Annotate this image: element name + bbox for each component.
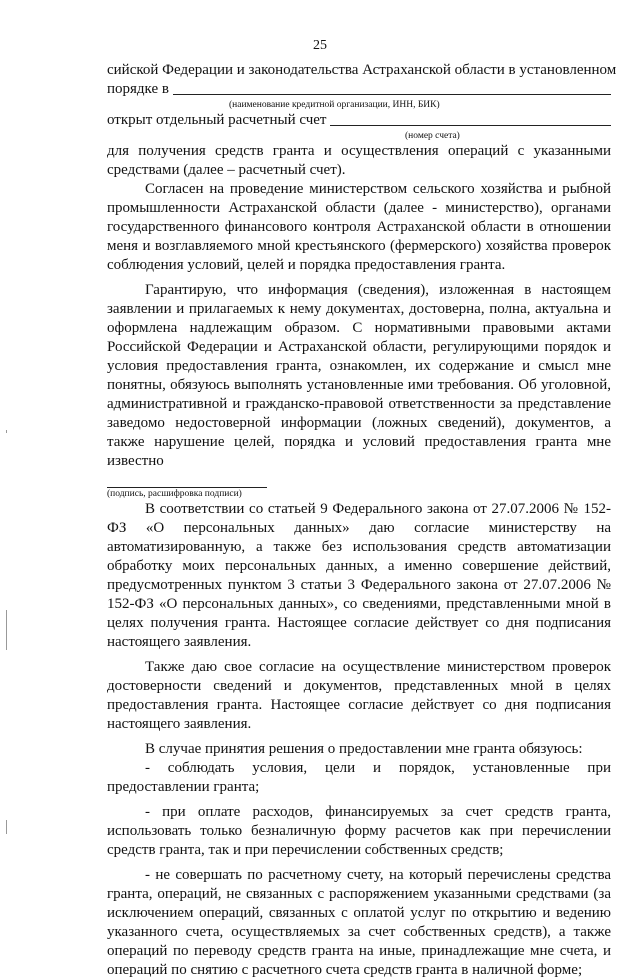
scan-margin-mark: [6, 430, 7, 433]
personal-data-paragraph: В соответствии со статьей 9 Федерального закона от 27.07.2006 № 152-ФЗ «О персональных данных» даю согласие министерству на автоматизированную, а также без использования средств автоматизации обработку моих персональных данных, а именно совершение действий, предусмотренных пунктом 3 статьи 3 Федерального закона от 27.07.2006 № 152-ФЗ «О персональных данных», со сведениями, представленными мной в целях получения гранта. Настоящее согласие действует со дня подписания настоящего заявления.: [107, 501, 611, 650]
account-number-blank[interactable]: [330, 124, 611, 126]
bank-caption: (наименование кредитной организации, ИНН, БИК): [229, 100, 440, 110]
obligation-item: - не совершать по расчетному счету, на который перечислены средства гранта, операций, не связанных с распоряжением указанными средствами (за исключением операций, связанных с оплатой услуг по открытию и ведению указанного счета, осуществляемых за счет собственных средств), а также операций по переводу средств гранта на иные, принадлежащие мне счета, и операций по снятию с расчетного счета средств гранта в наличной форме;: [107, 867, 611, 978]
document-body: [107, 61, 617, 980]
account-line-prefix: открыт отдельный расчетный счет: [107, 112, 327, 128]
scan-margin-mark: [6, 820, 7, 834]
verification-paragraph: Также даю свое согласие на осуществление министерством проверок достоверности сведений и документов, представленных мной в целях предоставления гранта. Настоящее согласие действует со дня подписания настоящего заявления.: [107, 659, 611, 732]
guarantee-paragraph: Гарантирую, что информация (сведения), изложенная в настоящем заявлении и прилагаемых к нему документах, достоверна, полна, актуальна и оформлена надлежащим образом. С нормативными правовыми актами Российской Федерации и Астраханской области, регулирующими порядок и условия предоставления гранта, ознакомлен, их содержание и смысл мне понятны, обязуюсь выполнять установленные ими требования. Об уголовной, административной и гражданско-правовой ответственности за представление заведомо недостоверной информации (ложных сведений), документов, а также нарушение целей, порядка и условий предоставления гранта мне известно: [107, 282, 611, 469]
bank-line: [107, 80, 611, 99]
obligation-item: - при оплате расходов, финансируемых за счет средств гранта, использовать только безналичную форму расчетов как при перечислении средств гранта, так и при перечислении собственных средств;: [107, 804, 611, 858]
intro-text: сийской Федерации и законодательства Астраханской области в установленном: [107, 62, 617, 78]
page-number: 25: [313, 38, 327, 53]
obligation-item: - соблюдать условия, цели и порядок, установленные при предоставлении гранта;: [107, 760, 611, 795]
bank-line-prefix: порядке в: [107, 81, 169, 97]
account-line: [107, 111, 611, 130]
obligations-intro: В случае принятия решения о предоставлении мне гранта обязуюсь:: [145, 741, 583, 757]
scan-margin-mark: [6, 610, 7, 650]
bank-name-blank[interactable]: [173, 93, 611, 95]
consent-checks-paragraph: Согласен на проведение министерством сельского хозяйства и рыбной промышленности Астраханской области (далее - министерство), органами государственного финансового контроля Астраханской области в отношении меня и возглавляемого мной крестьянского (фермерского) хозяйства проверок соблюдения условий, целей и порядка предоставления гранта.: [107, 181, 611, 273]
signature-caption: (подпись, расшифровка подписи): [107, 489, 242, 499]
account-caption: (номер счета): [405, 131, 460, 141]
purpose-text: для получения средств гранта и осуществления операций с указанными средствами (далее – расчетный счет).: [107, 143, 611, 178]
signature-blank[interactable]: [107, 473, 267, 488]
intro-line-1: [107, 61, 617, 80]
